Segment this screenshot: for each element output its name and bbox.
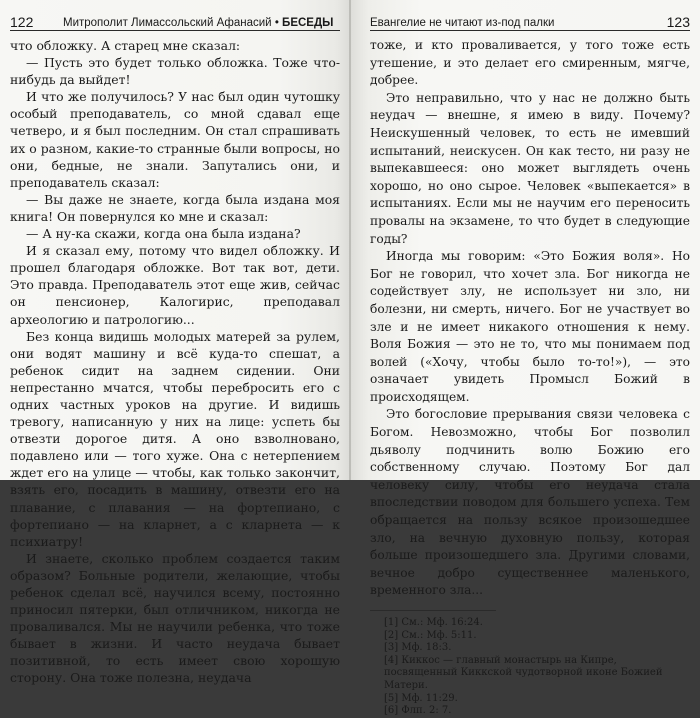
footnote: [5] Мф. 11:29. xyxy=(384,692,458,704)
header-text xyxy=(63,16,333,30)
paragraph: Без конца видишь молодых матерей за рулем, они водят машину и всё куда-то спешат, а ребенок сидит на заднем сидении. Они непрестанно мчатся, чтобы перебросить его с одних частных уроков на другие. И видишь тревогу, написанную у них на лице: успеть бы отвезти дорогое дитя. А оно взволновано, подавлено или — того хуже. Она с нетерпением ждет его на улице — чтобы, как только закончит, взять его, посадить в машину, отвезти его на плавание, с плавания — на фортепиано, с фортепиано — на кларнет, а с кларнета — к психиатру! xyxy=(10,328,340,549)
header-separator: • xyxy=(274,17,279,29)
paragraph: что обложку. А старец мне сказал: xyxy=(10,38,241,53)
paragraph: И знаете, сколько проблем создается таким образом? Больные родители, желающие, чтобы ребенок сделал всё, научился всему, постоянно приносил пятерки, был отличником, никогда не проваливался. Мы не научили ребенка, что тоже бывает в жизни. И часто неудача бывает позитивной, то есть имеет свою хорошую сторону. Она тоже полезна, неудача xyxy=(10,550,340,686)
paragraph: Иногда мы говорим: «Это Божия воля». Но Бог не говорил, что хочет зла. Бог никогда не содействует злу, не использует ни зло, ни болезни, ни смерть, ничего. Бог не участвует во зле и не имеет никакого отношения к нему. Воля Божия — это не то, что мы понимаем под волей («Хочу, чтобы было то-то!»), — это означает увидеть Промысл Божий в происходящем. xyxy=(370,249,690,404)
page-number: 122 xyxy=(10,14,34,30)
left-page xyxy=(0,0,350,686)
paragraph: — Пусть это будет только обложка. Тоже что-нибудь да выйдет! xyxy=(10,55,340,88)
footnote: [6] Флп. 2: 7. xyxy=(384,705,452,717)
paragraph: И я сказал ему, потому что видел обложку. И прошел благодаря обложке. Вот так вот, дети. Это правда. Преподаватель этот еще жив, сейчас он пенсионер, Калогирис, преподавал археологию и патрологию... xyxy=(10,243,340,327)
footnote-separator xyxy=(370,610,496,611)
footnote: [2] См.: Мф. 5:11. xyxy=(384,629,477,641)
header-author: Митрополит Лимассольский Афанасий xyxy=(63,17,272,29)
running-header xyxy=(10,16,340,31)
right-page xyxy=(351,0,700,717)
footnote: [3] Мф. 18:3. xyxy=(384,642,452,654)
paragraph: — А ну-ка скажи, когда она была издана? xyxy=(26,226,301,242)
paragraph: Это богословие прерывания связи человека с Богом. Невозможно, чтобы Бог позволил дьяволу подчинить волю Божию его собственному случаю. Поэтому Бог дал человеку силу, чтобы его неудача стала впоследствии поводом для большего успеха. Тем обращается на пользу всякое произошедшее зло, на вечную духовную пользу, которая больше произошедшего зла. Другими словами, вечное добро существеннее маленького, временного зла... xyxy=(370,407,690,598)
left-body-text xyxy=(10,37,340,687)
paragraph: Это неправильно, что у нас не должно быть неудач — внешне, я имею в виду. Почему? Неискушенный человек, то есть не имевший испытаний, неискусен. Он как тесто, ни разу не выпекавшееся: оно может выглядеть очень хорошо, но оно сырое. Человек «выпекается» в испытаниях. Если мы не научим его переносить провалы на экзамене, то что будет в следующие годы? xyxy=(370,90,690,246)
paragraph: — Вы даже не знаете, когда была издана моя книга! Он повернулся ко мне и сказал: xyxy=(10,191,340,224)
page-number: 123 xyxy=(666,14,690,30)
header-chapter-title: Евангелие не читают из-под палки xyxy=(370,17,555,29)
footnotes xyxy=(370,617,690,718)
header-book-title: БЕСЕДЫ xyxy=(282,17,334,29)
footnote: [4] Киккос — главный монастырь на Кипре, посвященный Киккской чудотворной иконе Божией Матери. xyxy=(384,654,663,691)
footnote: [1] См.: Мф. 16:24. xyxy=(384,617,483,628)
paragraph: И что же получилось? У нас был один чутошку особый преподаватель, со мной сдавал еще четверо, и я был последним. Он стал спрашивать их о разном, какие-то странные были вопросы, но они, бедные, не знали. Запутались они, и преподаватель сказал: xyxy=(10,89,340,190)
right-body-text xyxy=(370,37,690,600)
running-header xyxy=(370,16,690,31)
paragraph: тоже, и кто проваливается, у того тоже есть утешение, и это делает его смиренным, мягче, добрее. xyxy=(370,38,690,88)
